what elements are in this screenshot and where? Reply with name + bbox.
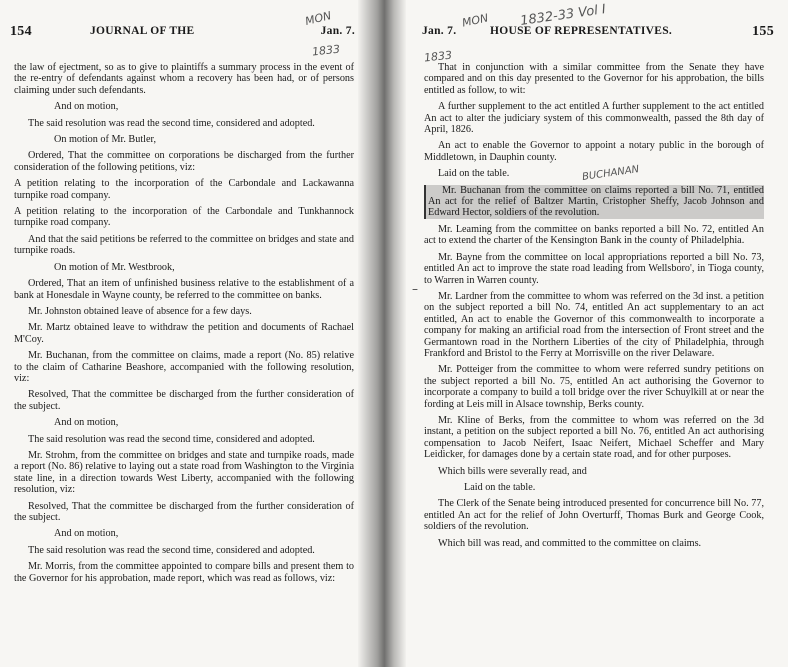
paragraph: Mr. Leaming from the committee on banks reported a bill No. 72, entitled An act to extend the charter of the Kensington Bank in the county of Philadelphia.: [424, 223, 764, 247]
margin-dash-mark: –: [412, 282, 418, 296]
handwritten-name-annotation: BUCHANAN: [581, 164, 640, 183]
left-page-body: [14, 62, 354, 589]
left-page-header: [10, 24, 355, 44]
paragraph: Mr. Potteiger from the committee to whom were referred sundry petitions on the subject reported a bill No. 75, entitled An act authorising the Governor to incorporate a company to build a toll bridge over the river Schuylkill at or near the fording at Leis mill in Alsace township, Berks county.: [424, 364, 764, 410]
paragraph: A petition relating to the incorporation of the Carbondale and Lackawanna turnpike road company.: [14, 178, 354, 201]
paragraph: Laid on the table.: [464, 482, 536, 493]
paragraph: Laid on the table.: [438, 168, 510, 180]
paragraph: And on motion,: [54, 528, 119, 540]
left-page-number: 154: [10, 24, 32, 39]
paragraph: An act to enable the Governor to appoint a notary public in the borough of Middletown, in Dauphin county.: [424, 140, 764, 163]
paragraph: And on motion,: [54, 417, 119, 429]
right-running-title: HOUSE OF REPRESENTATIVES.: [490, 25, 673, 37]
paragraph: Mr. Lardner from the committee to whom was referred on the 3d inst. a petition on the subject reported a bill No. 74, entitled An act supplementary to an act entitled, An act to enable the Governor of this commonwealth to incorporate a company for making an artificial road from the intersection of Front street and the Germantown road in the Northern Liberties of the city of Philadelphia, through Frankford and Bristol to the Ferry at Morrisville on the river Delaware.: [424, 290, 764, 359]
paragraph: Ordered, That the committee on corporations be discharged from the further consideration of the following petitions, viz:: [14, 150, 354, 173]
paragraph: And on motion,: [54, 101, 119, 113]
paragraph: The Clerk of the Senate being introduced presented for concurrence bill No. 77, entitled An act for the relief of John Overturff, Thomas Burk and George Cook, soldiers of the revolution.: [424, 498, 764, 533]
paragraph: Which bill was read, and committed to the committee on claims.: [438, 537, 702, 549]
paragraph: On motion of Mr. Westbrook,: [54, 261, 175, 273]
right-page-date: Jan. 7.: [422, 25, 457, 37]
right-page-body: [424, 62, 764, 554]
paragraph: Which bills were severally read, and: [438, 465, 587, 477]
paragraph: Mr. Buchanan, from the committee on claims, made a report (No. 85) relative to the claim of Catharine Beashore, accompanied with the following resolution, viz:: [14, 350, 354, 384]
paragraph: Mr. Strohm, from the committee on bridges and state and turnpike roads, made a report (No. 86) relative to laying out a state road from Washington to the Virginia state line, in a direction towards West Liberty, accompanied with the following resolution, viz:: [14, 449, 354, 496]
paragraph: That in conjunction with a similar committee from the Senate they have compared and on this day presented to the Governor for his approbation, the bills entitled as follow, to wit:: [424, 62, 764, 96]
paragraph: A further supplement to the act entitled A further supplement to the act entitled An act to alter the judiciary system of this commonwealth, passed the 8th day of April, 1826.: [424, 101, 764, 136]
paragraph: On motion of Mr. Butler,: [54, 134, 157, 146]
right-handwritten-mon: MON: [460, 11, 490, 30]
left-running-title: JOURNAL OF THE: [90, 25, 195, 37]
right-handwritten-volume: 1832-33 Vol I: [519, 2, 607, 29]
paragraph: Resolved, That the committee be discharged from the further consideration of the subject.: [14, 389, 354, 412]
paragraph: A petition relating to the incorporation of the Carbondale and Tunkhannock turnpike road company.: [14, 206, 354, 229]
paragraph: And that the said petitions be referred to the committee on bridges and state and turnpike roads.: [14, 233, 354, 257]
right-handwritten-year: 1833: [423, 48, 453, 65]
paragraph: The said resolution was read the second time, considered and adopted.: [28, 544, 315, 556]
left-page-date: Jan. 7.: [320, 25, 355, 37]
paragraph: Mr. Johnston obtained leave of absence for a few days.: [28, 305, 252, 317]
paragraph: the law of ejectment, so as to give to plaintiffs a summary process in the event of the re-entry of defendants against whom a recovery has been had, or of persons claiming under such defendants.: [14, 62, 354, 96]
right-page: [400, 0, 788, 667]
paragraph: Mr. Martz obtained leave to withdraw the petition and documents of Rachael M'Coy.: [14, 322, 354, 345]
paragraph: Mr. Bayne from the committee on local appropriations reported a bill No. 73, entitled An act to improve the state road leading from Wellsboro', in Tioga county, to Warren in Warren county.: [424, 251, 764, 286]
highlighted-paragraph: Mr. Buchanan from the committee on claims reported a bill No. 71, entitled An act for the relief of Baltzer Martin, Cristopher Sheffy, Jacob Johnson and Edward Hector, soldiers of the revolution.: [424, 185, 764, 219]
paragraph: The said resolution was read the second time, considered and adopted.: [28, 433, 315, 445]
paragraph: Resolved, That the committee be discharged from the further consideration of the subject.: [14, 500, 354, 523]
paragraph: The said resolution was read the second time, considered and adopted.: [28, 117, 315, 129]
left-handwritten-mon: MON: [303, 9, 333, 28]
right-page-number: 155: [752, 24, 774, 39]
paragraph: Mr. Kline of Berks, from the committee to whom was referred on the 3d instant, a petition on the subject reported a bill No. 76, entitled An act authorising compensation to Jacob Neifert, Isaac Neifert, Michael Scheffer and Mary Leidicker, for damages done by a certain state road, and for other purposes.: [424, 414, 764, 461]
left-handwritten-year: 1833: [311, 42, 341, 59]
paragraph: Mr. Morris, from the committee appointed to compare bills and present them to the Governor for his approbation, made report, which was read as follows, viz:: [14, 561, 354, 584]
left-page: [0, 0, 370, 667]
paragraph: Ordered, That an item of unfinished business relative to the establishment of a bank at Honesdale in Wayne county, be referred to the committee on banks.: [14, 278, 354, 301]
